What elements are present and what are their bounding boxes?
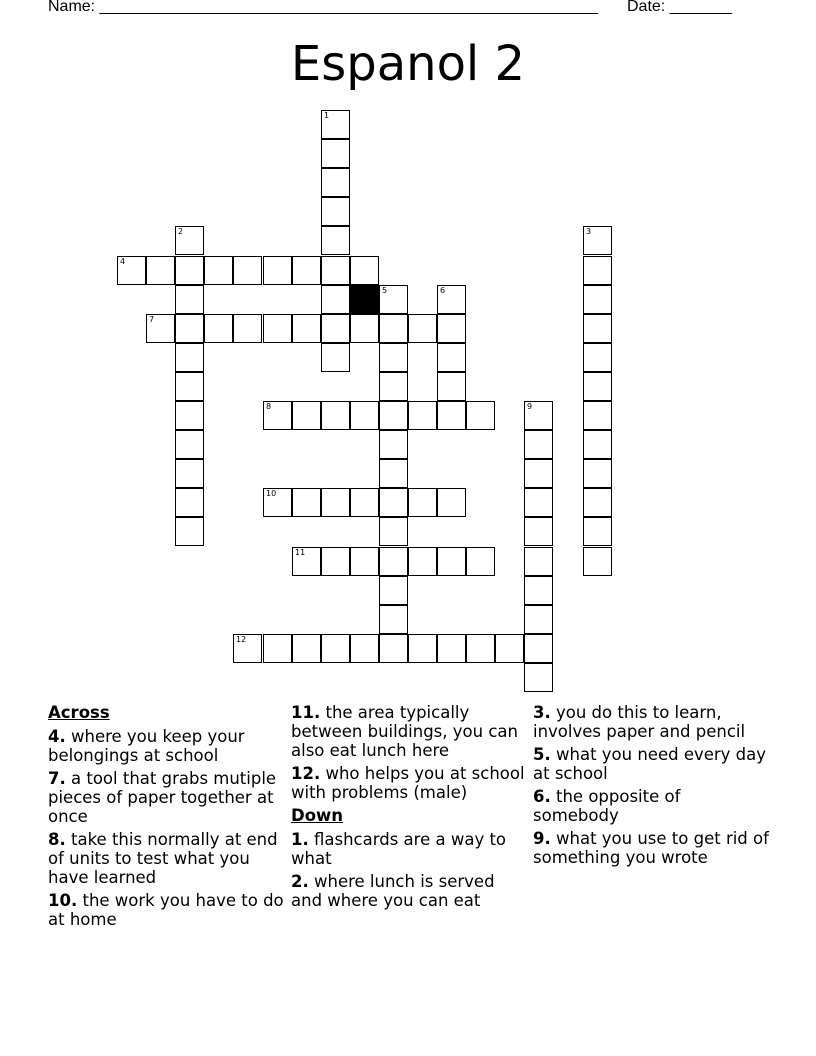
crossword-cell[interactable] <box>437 634 466 663</box>
clue-across-11 <box>291 703 527 760</box>
crossword-cell[interactable] <box>524 576 553 605</box>
cell-number: 9 <box>527 402 533 411</box>
cell-number: 12 <box>236 635 247 644</box>
cell-number: 11 <box>295 548 306 557</box>
crossword-cell[interactable] <box>350 256 379 285</box>
black-square <box>350 285 379 314</box>
crossword-cell[interactable] <box>175 285 204 314</box>
crossword-cell[interactable] <box>379 401 408 430</box>
clue-down-1 <box>291 830 527 868</box>
crossword-cell[interactable] <box>583 517 612 546</box>
crossword-cell[interactable] <box>408 634 437 663</box>
crossword-cell[interactable] <box>204 314 233 343</box>
crossword-cell[interactable] <box>524 488 553 517</box>
clue-down-5 <box>533 745 769 783</box>
crossword-cell[interactable] <box>321 110 350 139</box>
crossword-cell[interactable] <box>204 256 233 285</box>
crossword-cell[interactable] <box>175 401 204 430</box>
crossword-cell[interactable] <box>321 139 350 168</box>
crossword-cell[interactable] <box>350 488 379 517</box>
crossword-cell[interactable] <box>379 285 408 314</box>
crossword-cell[interactable] <box>263 256 292 285</box>
crossword-cell[interactable] <box>583 372 612 401</box>
crossword-cell[interactable] <box>583 488 612 517</box>
clue-text: where you keep your belongings at school <box>48 727 245 765</box>
clue-text: the work you have to do at home <box>48 891 284 929</box>
clue-down-6 <box>533 787 769 825</box>
cell-number: 7 <box>149 315 155 324</box>
name-field-label: Name: ________________________________________________________ <box>48 0 598 15</box>
clue-number: 6. <box>533 787 551 806</box>
crossword-cell[interactable] <box>437 343 466 372</box>
crossword-cell[interactable] <box>321 256 350 285</box>
crossword-cell[interactable] <box>233 256 262 285</box>
crossword-cell[interactable] <box>233 314 262 343</box>
clue-across-4 <box>48 727 284 765</box>
crossword-cell[interactable] <box>379 488 408 517</box>
crossword-cell[interactable] <box>466 401 495 430</box>
crossword-cell[interactable] <box>437 488 466 517</box>
crossword-cell[interactable] <box>175 343 204 372</box>
crossword-cell[interactable] <box>583 547 612 576</box>
cell-number: 2 <box>178 227 184 236</box>
clue-down-9 <box>533 829 769 867</box>
cell-number: 6 <box>440 286 446 295</box>
cell-number: 1 <box>324 111 330 120</box>
clue-down-2 <box>291 872 527 910</box>
crossword-cell[interactable] <box>379 372 408 401</box>
clue-text: where lunch is served and where you can eat <box>291 872 495 910</box>
crossword-cell[interactable] <box>408 547 437 576</box>
crossword-cell[interactable] <box>437 401 466 430</box>
cell-number: 3 <box>586 227 592 236</box>
date-field-label: Date: _______ <box>627 0 732 15</box>
crossword-cell[interactable] <box>321 168 350 197</box>
crossword-cell[interactable] <box>524 401 553 430</box>
clue-text: what you need every day at school <box>533 745 767 783</box>
crossword-cell[interactable] <box>524 663 553 692</box>
clue-number: 4. <box>48 727 66 746</box>
across-heading: Across <box>48 703 110 722</box>
clue-number: 12. <box>291 764 321 783</box>
cell-number: 4 <box>120 257 126 266</box>
crossword-cell[interactable] <box>524 547 553 576</box>
crossword-cell[interactable] <box>583 459 612 488</box>
cell-number: 5 <box>382 286 388 295</box>
crossword-cell[interactable] <box>379 314 408 343</box>
clue-number: 10. <box>48 891 78 910</box>
crossword-cell[interactable] <box>321 401 350 430</box>
crossword-cell[interactable] <box>408 401 437 430</box>
crossword-cell[interactable] <box>321 343 350 372</box>
crossword-cell[interactable] <box>321 634 350 663</box>
crossword-cell[interactable] <box>263 634 292 663</box>
crossword-cell[interactable] <box>321 547 350 576</box>
crossword-cell[interactable] <box>583 226 612 255</box>
crossword-cell[interactable] <box>437 314 466 343</box>
crossword-cell[interactable] <box>379 605 408 634</box>
crossword-cell[interactable] <box>233 634 262 663</box>
clue-column-2 <box>291 703 527 914</box>
crossword-cell[interactable] <box>263 401 292 430</box>
crossword-cell[interactable] <box>408 314 437 343</box>
clue-number: 3. <box>533 703 551 722</box>
crossword-cell[interactable] <box>175 226 204 255</box>
crossword-cell[interactable] <box>175 430 204 459</box>
clue-text: a tool that grabs mutiple pieces of paper together at once <box>48 769 277 826</box>
crossword-cell[interactable] <box>350 401 379 430</box>
crossword-cell[interactable] <box>583 401 612 430</box>
clue-column-3 <box>533 703 769 871</box>
crossword-cell[interactable] <box>117 256 146 285</box>
crossword-cell[interactable] <box>175 517 204 546</box>
clue-number: 9. <box>533 829 551 848</box>
crossword-cell[interactable] <box>495 634 524 663</box>
crossword-cell[interactable] <box>437 285 466 314</box>
clue-text: you do this to learn, involves paper and pencil <box>533 703 746 741</box>
clue-number: 7. <box>48 769 66 788</box>
clue-text: who helps you at school with problems (male) <box>291 764 525 802</box>
clue-across-10 <box>48 891 284 929</box>
clue-number: 5. <box>533 745 551 764</box>
clue-text: the area typically between buildings, you can also eat lunch here <box>291 703 518 760</box>
crossword-cell[interactable] <box>350 547 379 576</box>
crossword-cell[interactable] <box>379 634 408 663</box>
crossword-cell[interactable] <box>292 547 321 576</box>
crossword-cell[interactable] <box>408 488 437 517</box>
crossword-cell[interactable] <box>350 314 379 343</box>
crossword-cell[interactable] <box>524 517 553 546</box>
cell-number: 10 <box>266 489 277 498</box>
crossword-cell[interactable] <box>321 285 350 314</box>
clue-across-7 <box>48 769 284 826</box>
clue-text: what you use to get rid of something you wrote <box>533 829 769 867</box>
crossword-cell[interactable] <box>263 488 292 517</box>
crossword-cell[interactable] <box>321 197 350 226</box>
crossword-cell[interactable] <box>583 430 612 459</box>
crossword-cell[interactable] <box>175 459 204 488</box>
clue-number: 2. <box>291 872 309 891</box>
crossword-cell[interactable] <box>292 488 321 517</box>
crossword-cell[interactable] <box>292 314 321 343</box>
crossword-cell[interactable] <box>175 314 204 343</box>
clue-across-8 <box>48 830 284 887</box>
crossword-cell[interactable] <box>583 343 612 372</box>
crossword-cell[interactable] <box>437 547 466 576</box>
crossword-cell[interactable] <box>321 314 350 343</box>
crossword-cell[interactable] <box>146 256 175 285</box>
crossword-cell[interactable] <box>175 372 204 401</box>
clue-number: 8. <box>48 830 66 849</box>
down-heading: Down <box>291 806 344 825</box>
clue-number: 1. <box>291 830 309 849</box>
crossword-cell[interactable] <box>379 459 408 488</box>
crossword-cell[interactable] <box>175 256 204 285</box>
crossword-cell[interactable] <box>379 547 408 576</box>
crossword-cell[interactable] <box>524 459 553 488</box>
crossword-cell[interactable] <box>583 314 612 343</box>
crossword-cell[interactable] <box>321 488 350 517</box>
crossword-cell[interactable] <box>292 634 321 663</box>
crossword-cell[interactable] <box>321 226 350 255</box>
crossword-cell[interactable] <box>379 576 408 605</box>
clue-column-1 <box>48 703 284 933</box>
crossword-cell[interactable] <box>524 430 553 459</box>
clue-text: take this normally at end of units to test what you have learned <box>48 830 278 887</box>
crossword-cell[interactable] <box>146 314 175 343</box>
crossword-cell[interactable] <box>292 401 321 430</box>
clue-down-3 <box>533 703 769 741</box>
clue-text: the opposite of somebody <box>533 787 681 825</box>
crossword-cell[interactable] <box>175 488 204 517</box>
crossword-cell[interactable] <box>379 430 408 459</box>
crossword-cell[interactable] <box>583 256 612 285</box>
crossword-cell[interactable] <box>466 634 495 663</box>
cell-number: 8 <box>266 402 272 411</box>
crossword-cell[interactable] <box>263 314 292 343</box>
crossword-cell[interactable] <box>437 372 466 401</box>
crossword-cell[interactable] <box>379 517 408 546</box>
crossword-cell[interactable] <box>583 285 612 314</box>
clue-text: flashcards are a way to what <box>291 830 507 868</box>
crossword-cell[interactable] <box>466 547 495 576</box>
crossword-cell[interactable] <box>379 343 408 372</box>
crossword-cell[interactable] <box>524 634 553 663</box>
page-title: Espanol 2 <box>290 36 526 92</box>
crossword-cell[interactable] <box>292 256 321 285</box>
clue-across-12 <box>291 764 527 802</box>
crossword-cell[interactable] <box>524 605 553 634</box>
clue-number: 11. <box>291 703 321 722</box>
crossword-cell[interactable] <box>350 634 379 663</box>
